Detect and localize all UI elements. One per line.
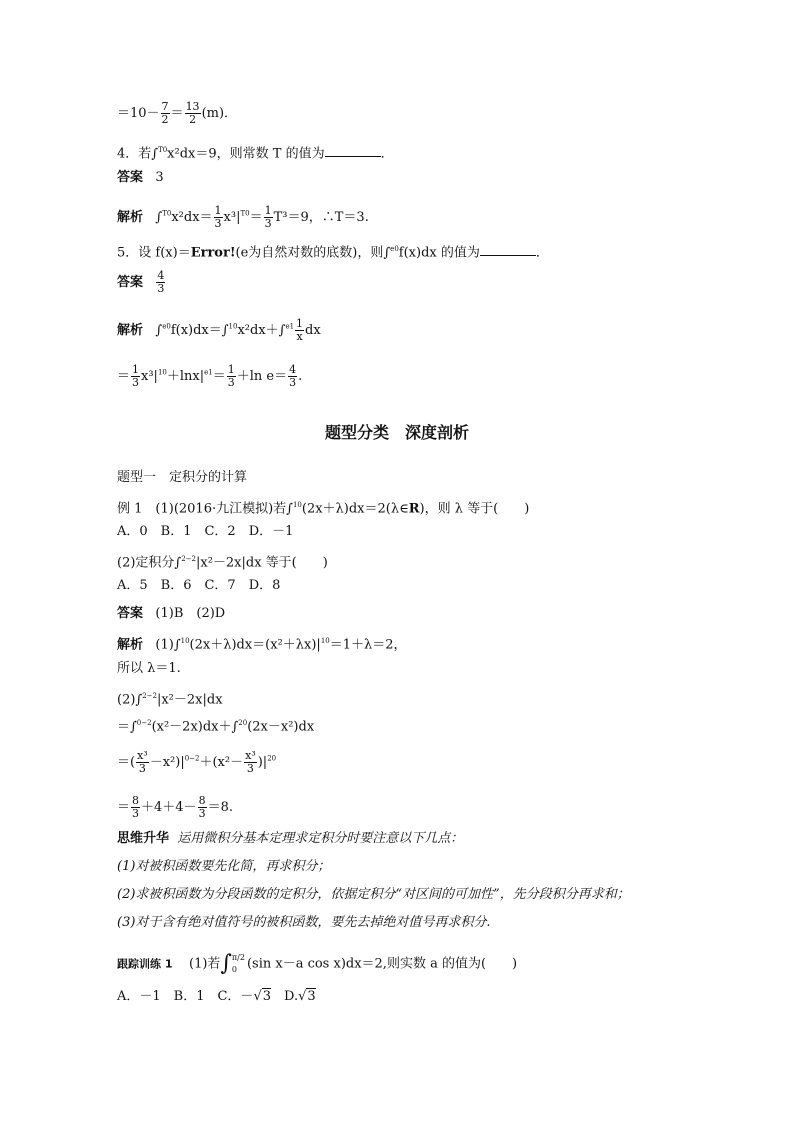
question-5: [117, 241, 549, 261]
upper-limit: π/2: [231, 953, 245, 962]
denominator: 3: [198, 807, 206, 820]
limits: 10: [157, 368, 167, 377]
text: x³|: [141, 369, 158, 384]
limits: 2−2: [142, 692, 157, 700]
example-1: [117, 497, 529, 517]
text: 5．设 f(x)＝: [117, 245, 191, 261]
text: x²dx＝: [171, 210, 213, 225]
denominator: 2: [161, 113, 169, 126]
text: f(x)dx 的值为: [398, 245, 480, 261]
limits: T0: [162, 209, 172, 218]
denominator: 3: [214, 217, 222, 230]
text: ＝8.: [207, 800, 233, 815]
limits: 0−2: [136, 719, 152, 727]
type-heading: [117, 470, 247, 486]
text: ＝1＋λ＝2，: [329, 637, 407, 653]
summary-point-3: (3)对于含有绝对值符号的被积函数，要先去掉绝对值号再求积分.: [117, 915, 491, 930]
answer-5: [117, 270, 166, 295]
text: ＝10－: [117, 106, 160, 121]
text: (1)∫: [155, 637, 181, 653]
practice-1: [117, 952, 517, 976]
numerator: x³: [137, 749, 148, 762]
limits: 10: [292, 501, 302, 509]
analysis-label: 解析: [117, 637, 144, 653]
denominator: 3: [157, 282, 165, 295]
limits: 10: [180, 637, 190, 645]
fraction: [131, 795, 140, 820]
practice-1-options: [117, 989, 316, 1005]
fraction: [131, 364, 140, 389]
text: (1)若: [189, 956, 221, 972]
solution-line-5: [117, 750, 276, 775]
example-1-answer: [117, 606, 225, 622]
text: (2x－x²)dx: [247, 719, 315, 735]
text: D.: [271, 989, 299, 1004]
numerator: 13: [185, 100, 200, 113]
text: (m)．: [201, 106, 238, 121]
numerator: 4: [289, 363, 297, 376]
analysis-5: [117, 318, 321, 343]
text: R: [408, 501, 420, 517]
text: (2x＋λ)dx＝(x²＋λx)|: [189, 637, 321, 653]
summary-label: 思维升华: [117, 831, 170, 846]
denominator: 3: [289, 376, 297, 389]
numerator: 1: [227, 363, 235, 376]
analysis-label: 解析: [117, 323, 144, 338]
text: f(x)dx＝∫: [170, 323, 229, 338]
text: ＋ln e＝: [236, 369, 288, 384]
denominator: x: [296, 330, 303, 343]
practice-label: 跟踪训练 1: [117, 957, 173, 971]
denominator: 3: [132, 807, 140, 820]
limits: 20: [267, 754, 277, 763]
answer-label: 答案: [117, 170, 144, 185]
text: .: [298, 369, 303, 384]
text: ＋lnx|: [166, 369, 205, 384]
limits: e1: [285, 322, 295, 331]
limits: 10: [320, 637, 330, 645]
text: |x²－2x|dx: [156, 692, 223, 708]
text: ＝(: [117, 755, 136, 770]
text: ＝: [170, 106, 184, 121]
text: ．: [535, 245, 549, 261]
text: －x²)|: [149, 755, 185, 770]
limits: T0: [158, 146, 168, 154]
numerator: 1: [296, 317, 304, 330]
text: )，则 λ 等于( ): [419, 501, 530, 517]
example-1-options: A．0 B．1 C．2 D．－1: [117, 524, 294, 539]
limits: T0: [240, 209, 250, 218]
analysis-4: [117, 205, 369, 230]
solution-line-6: [117, 795, 233, 820]
example-1-part-2: [117, 551, 328, 571]
denominator: 2: [189, 113, 197, 126]
fraction: [227, 364, 236, 389]
text: 例 1 (1)(2016·九江模拟)若∫: [117, 501, 293, 517]
answer-label: 答案: [117, 275, 144, 290]
lower-limit: 0: [231, 965, 237, 974]
numerator: 1: [132, 363, 140, 376]
numerator: 8: [198, 794, 206, 807]
text: 4．若∫: [117, 146, 159, 162]
summary-heading: [117, 831, 463, 847]
text: ＋4＋4－: [141, 800, 197, 815]
formula-line-1: [117, 101, 237, 126]
denominator: 3: [138, 762, 146, 775]
answer-label: 答案: [117, 606, 144, 621]
denominator: 3: [246, 762, 254, 775]
limits: e0: [162, 322, 171, 331]
text: (sin x－a cos x)dx＝2,则实数 a 的值为( ): [246, 956, 518, 972]
denominator: 3: [227, 376, 235, 389]
text: x²dx＋∫: [237, 323, 286, 338]
answer-4: [117, 170, 164, 186]
limits: 0−2: [184, 754, 200, 763]
numerator: 1: [264, 204, 272, 217]
error-field: Error!: [190, 245, 236, 261]
fraction: [156, 270, 165, 295]
numerator: 1: [214, 204, 222, 217]
limits: 10: [228, 322, 238, 331]
radicand: 3: [262, 989, 272, 1004]
text: ＝: [117, 369, 131, 384]
text: dx: [305, 323, 321, 338]
fraction: [198, 795, 207, 820]
question-4: [117, 142, 394, 162]
denominator: 3: [264, 217, 272, 230]
text: ＝: [249, 210, 263, 225]
text: ＝: [117, 800, 131, 815]
text: (2)∫: [117, 692, 143, 708]
radicand: 3: [307, 989, 316, 1004]
limits: 20: [238, 719, 248, 727]
text: x²dx＝9，则常数 T 的值为: [167, 146, 325, 162]
fraction: [161, 101, 170, 126]
text: T³＝9，∴T＝3.: [273, 210, 369, 225]
answer-blank: [325, 144, 381, 157]
text: ∫: [155, 210, 163, 225]
text: 题型一 定积分的计算: [117, 470, 248, 485]
limits: e1: [204, 368, 213, 377]
text: 运用微积分基本定理求定积分时要注意以下几点：: [177, 831, 464, 846]
fraction: [136, 750, 149, 775]
answer-value: 3: [155, 170, 164, 185]
summary-point-2: (2)求被积函数为分段函数的定积分，依据定积分“对区间的可加性”，先分段积分再求和；: [117, 887, 630, 902]
text: A．－1 B．1 C．－: [117, 989, 254, 1004]
fraction: [295, 318, 304, 343]
numerator: 8: [132, 794, 140, 807]
answer-value: (1)B (2)D: [155, 606, 226, 621]
text: (e为自然对数的底数)，则∫: [235, 245, 391, 261]
text: (2x＋λ)dx＝2(λ∈: [301, 501, 409, 517]
text: (2)定积分∫: [117, 555, 182, 571]
limits: e0: [390, 245, 399, 253]
example-1-part-2-options: A．5 B．6 C．7 D．8: [117, 578, 281, 593]
limits: [232, 952, 245, 976]
text: x³|: [223, 210, 241, 225]
numerator: 4: [157, 269, 165, 282]
section-title: 题型分类 深度剖析: [324, 423, 469, 442]
fraction: [288, 364, 297, 389]
analysis-5-line-2: [117, 364, 302, 389]
numerator: 7: [161, 100, 169, 113]
fraction: [264, 205, 273, 230]
text: (x²－2x)dx＋∫: [151, 719, 239, 735]
sqrt-sign: √: [253, 989, 262, 1004]
summary-point-1: (1)对被积函数要先化简，再求积分；: [117, 859, 331, 874]
text: ．: [380, 146, 394, 162]
answer-blank: [480, 243, 536, 256]
limits: 2−2: [181, 555, 196, 563]
numerator: x³: [245, 749, 256, 762]
text: ＝∫: [117, 719, 137, 735]
solution-line-2: 所以 λ＝1.: [117, 661, 181, 676]
solution-line-1: [117, 633, 407, 653]
text: |x²－2x|dx 等于( ): [195, 555, 328, 571]
solution-line-3: [117, 688, 223, 708]
fraction: [185, 101, 201, 126]
fraction: [244, 750, 257, 775]
denominator: 3: [132, 376, 140, 389]
solution-line-4: [117, 715, 314, 735]
fraction: [214, 205, 223, 230]
sqrt-sign: √: [298, 989, 307, 1004]
text: )|: [257, 755, 268, 770]
text: ＋(x²－: [199, 755, 244, 770]
text: ∫: [155, 323, 163, 338]
integral-sign: ∫: [220, 951, 232, 976]
text: ＝: [212, 369, 226, 384]
analysis-label: 解析: [117, 210, 144, 225]
